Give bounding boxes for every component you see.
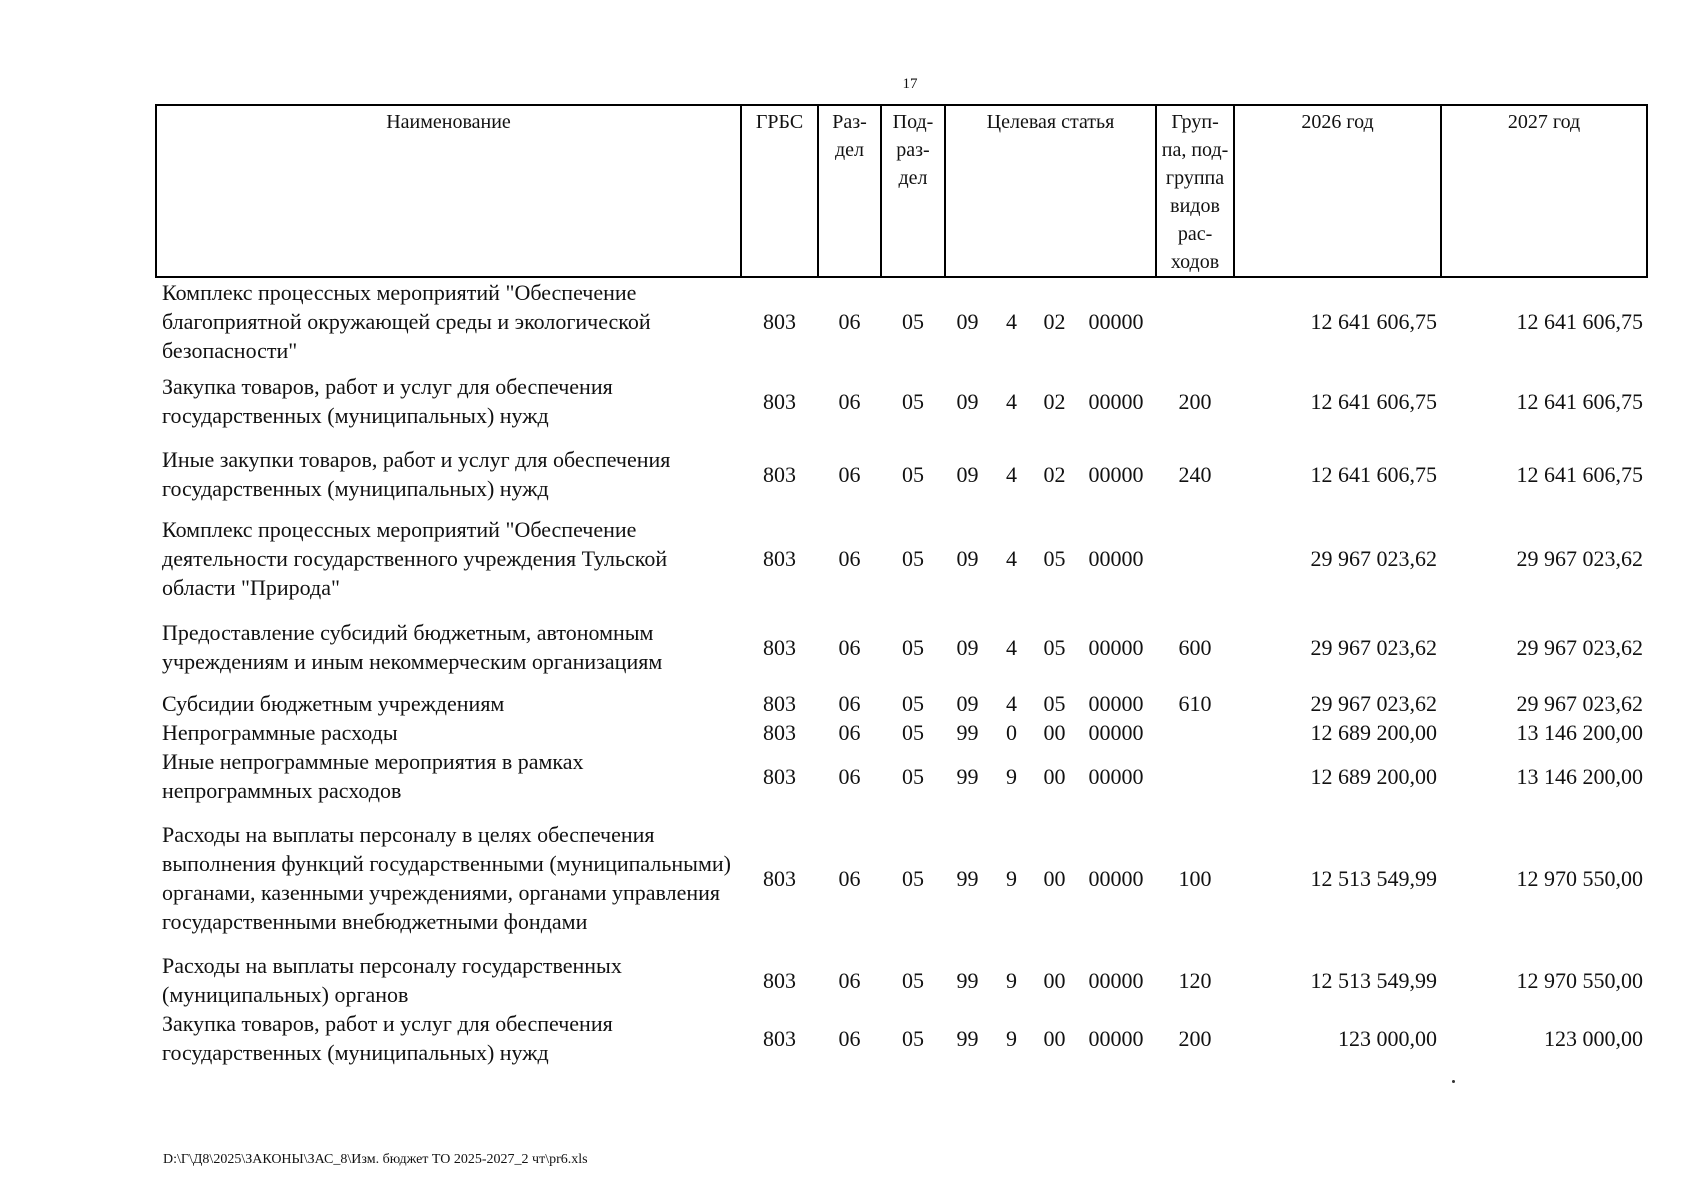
- row-target-type: 0: [1006, 720, 1017, 745]
- row-amount-2027: 12 641 606,75: [1516, 388, 1644, 414]
- row-expense-group: 200: [1178, 1025, 1212, 1051]
- row-target-subprogram: 00: [1043, 865, 1066, 891]
- row-expense-group: [1156, 277, 1234, 365]
- row-amount-2027: 29 967 023,62: [1516, 545, 1644, 571]
- table-row: [156, 951, 1647, 1009]
- row-target-program: 09: [956, 461, 979, 487]
- row-amount-2027: 12 970 550,00: [1516, 865, 1644, 891]
- row-expense-group: [1156, 718, 1234, 747]
- row-expense-group: 200: [1178, 388, 1212, 414]
- row-expense-group: 600: [1178, 634, 1212, 660]
- row-target-type: 4: [1006, 388, 1017, 414]
- row-name: Субсидии бюджетным учреждениям: [162, 691, 505, 716]
- row-name: Закупка товаров, работ и услуг для обеспечения государственных (муниципальных) нужд: [162, 1011, 613, 1065]
- row-amount-2027: 123 000,00: [1544, 1025, 1644, 1051]
- row-amount-2027: 29 967 023,62: [1516, 691, 1644, 716]
- row-name: Расходы на выплаты персоналу в целях обеспечения выполнения функций государственными (муниципальными) органами, казенными учреждениями, органами управления государственными внебюджетными фондами: [162, 822, 731, 934]
- row-name: Иные закупки товаров, работ и услуг для обеспечения государственных (муниципальных) нужд: [162, 447, 671, 501]
- table-row: [156, 747, 1647, 805]
- row-target-direction: 00000: [1088, 720, 1144, 745]
- row-target-subprogram: 05: [1043, 634, 1066, 660]
- row-target-type: 4: [1006, 634, 1017, 660]
- row-name: Комплекс процессных мероприятий "Обеспечение благоприятной окружающей среды и экологической безопасности": [162, 280, 651, 363]
- row-amount-2026: 12 641 606,75: [1310, 461, 1438, 487]
- table-row: [156, 718, 1647, 747]
- row-razdel: 06: [838, 461, 861, 487]
- row-name: Непрограммные расходы: [162, 720, 398, 745]
- row-target-subprogram: 02: [1043, 309, 1066, 334]
- row-target-type: 9: [1006, 967, 1017, 993]
- row-amount-2026: 29 967 023,62: [1310, 545, 1438, 571]
- row-target-subprogram: 05: [1043, 691, 1066, 716]
- row-target-subprogram: 00: [1043, 763, 1066, 789]
- row-target-subprogram: 00: [1043, 720, 1066, 745]
- row-grbs: 803: [763, 967, 796, 993]
- column-header-expense-group: Груп- па, под- группа видов рас- ходов: [1156, 105, 1234, 277]
- row-target-program: 99: [956, 967, 979, 993]
- row-razdel: 06: [838, 634, 861, 660]
- row-amount-2026: 12 641 606,75: [1310, 388, 1438, 414]
- row-target-direction: 00000: [1088, 1025, 1144, 1051]
- row-grbs: 803: [763, 634, 796, 660]
- row-expense-group: 120: [1178, 967, 1212, 993]
- row-name: Закупка товаров, работ и услуг для обеспечения государственных (муниципальных) нужд: [162, 374, 613, 428]
- row-target-subprogram: 00: [1043, 1025, 1066, 1051]
- row-grbs: 803: [763, 309, 796, 334]
- row-target-program: 09: [956, 309, 979, 334]
- row-razdel: 06: [838, 1025, 861, 1051]
- row-target-direction: 00000: [1088, 545, 1144, 571]
- table-row: [156, 277, 1647, 365]
- row-target-direction: 00000: [1088, 691, 1144, 716]
- row-target-program: 99: [956, 720, 979, 745]
- row-grbs: 803: [763, 461, 796, 487]
- table-row: [156, 805, 1647, 951]
- row-amount-2026: 12 513 549,99: [1310, 865, 1438, 891]
- row-target-subprogram: 02: [1043, 388, 1066, 414]
- row-target-program: 09: [956, 388, 979, 414]
- row-target-type: 9: [1006, 1025, 1017, 1051]
- row-amount-2026: 29 967 023,62: [1310, 634, 1438, 660]
- row-target-type: 9: [1006, 763, 1017, 789]
- row-target-type: 4: [1006, 545, 1017, 571]
- column-header-razdel: Раз- дел: [818, 105, 881, 277]
- row-expense-group: 100: [1178, 865, 1212, 891]
- row-grbs: 803: [763, 1025, 796, 1051]
- row-target-direction: 00000: [1088, 388, 1144, 414]
- column-header-target-article: Целевая статья: [945, 105, 1156, 277]
- row-expense-group: 240: [1178, 461, 1212, 487]
- row-razdel: 06: [838, 309, 861, 334]
- row-grbs: 803: [763, 388, 796, 414]
- row-expense-group: [1156, 747, 1234, 805]
- row-target-type: 4: [1006, 691, 1017, 716]
- row-razdel: 06: [838, 388, 861, 414]
- row-podrazdel: 05: [902, 691, 924, 716]
- table-row: [156, 511, 1647, 605]
- footer-file-path: D:\Г\Д8\2025\ЗАКОНЫ\ЗАС_8\Изм. бюджет ТО 2025-2027_2 чт\pr6.xls: [163, 1152, 588, 1167]
- table-row: [156, 365, 1647, 437]
- row-razdel: 06: [838, 545, 861, 571]
- row-target-direction: 00000: [1088, 309, 1144, 334]
- row-razdel: 06: [838, 691, 861, 716]
- row-razdel: 06: [838, 865, 861, 891]
- row-target-direction: 00000: [1088, 763, 1144, 789]
- budget-table: [155, 104, 1648, 1067]
- column-header-name: Наименование: [156, 105, 741, 277]
- row-expense-group: 610: [1178, 691, 1212, 716]
- row-target-subprogram: 05: [1043, 545, 1066, 571]
- page-number: 17: [902, 76, 918, 92]
- row-amount-2027: 13 146 200,00: [1516, 720, 1644, 745]
- row-amount-2026: 12 689 200,00: [1310, 720, 1438, 745]
- row-podrazdel: 05: [902, 967, 924, 993]
- row-podrazdel: 05: [902, 309, 924, 334]
- row-amount-2027: 12 970 550,00: [1516, 967, 1644, 993]
- column-header-2026: 2026 год: [1234, 105, 1441, 277]
- row-name: Комплекс процессных мероприятий "Обеспечение деятельности государственного учреждения Тульской области "Природа": [162, 516, 668, 600]
- row-target-program: 99: [956, 1025, 979, 1051]
- row-podrazdel: 05: [902, 865, 924, 891]
- row-target-program: 99: [956, 763, 979, 789]
- row-target-direction: 00000: [1088, 461, 1144, 487]
- row-name: Расходы на выплаты персоналу государственных (муниципальных) органов: [162, 953, 622, 1007]
- column-header-2027: 2027 год: [1441, 105, 1647, 277]
- row-amount-2026: 29 967 023,62: [1310, 691, 1438, 716]
- row-target-type: 9: [1006, 865, 1017, 891]
- row-razdel: 06: [838, 967, 861, 993]
- table-row: [156, 437, 1647, 511]
- column-header-grbs: ГРБС: [741, 105, 818, 277]
- row-grbs: 803: [763, 720, 796, 745]
- row-podrazdel: 05: [902, 720, 924, 745]
- row-razdel: 06: [838, 720, 861, 745]
- row-target-direction: 00000: [1088, 865, 1144, 891]
- table-row: [156, 605, 1647, 689]
- row-amount-2027: 29 967 023,62: [1516, 634, 1644, 660]
- row-target-program: 09: [956, 634, 979, 660]
- row-amount-2026: 12 641 606,75: [1310, 309, 1438, 334]
- row-grbs: 803: [763, 545, 796, 571]
- row-expense-group: [1156, 511, 1234, 605]
- row-podrazdel: 05: [902, 763, 924, 789]
- row-target-subprogram: 02: [1043, 461, 1066, 487]
- row-amount-2026: 12 689 200,00: [1310, 763, 1438, 789]
- table-row: [156, 689, 1647, 718]
- row-podrazdel: 05: [902, 461, 924, 487]
- row-target-program: 99: [956, 865, 979, 891]
- row-amount-2027: 13 146 200,00: [1516, 763, 1644, 789]
- row-target-direction: 00000: [1088, 967, 1144, 993]
- row-amount-2027: 12 641 606,75: [1516, 461, 1644, 487]
- row-amount-2026: 12 513 549,99: [1310, 967, 1438, 993]
- row-target-type: 4: [1006, 461, 1017, 487]
- row-grbs: 803: [763, 763, 796, 789]
- row-name: Предоставление субсидий бюджетным, автономным учреждениям и иным некоммерческим организациям: [162, 620, 663, 674]
- row-amount-2026: 123 000,00: [1338, 1025, 1438, 1051]
- row-podrazdel: 05: [902, 1025, 924, 1051]
- row-podrazdel: 05: [902, 388, 924, 414]
- row-target-program: 09: [956, 545, 979, 571]
- row-grbs: 803: [763, 865, 796, 891]
- row-podrazdel: 05: [902, 545, 924, 571]
- stray-mark: [1452, 1080, 1455, 1083]
- row-razdel: 06: [838, 763, 861, 789]
- row-podrazdel: 05: [902, 634, 924, 660]
- table-header-row: [156, 105, 1647, 277]
- row-grbs: 803: [763, 691, 796, 716]
- row-target-type: 4: [1006, 309, 1017, 334]
- column-header-podrazdel: Под- раз- дел: [881, 105, 945, 277]
- table-row: [156, 1009, 1647, 1067]
- row-target-program: 09: [956, 691, 979, 716]
- row-target-direction: 00000: [1088, 634, 1144, 660]
- row-name: Иные непрограммные мероприятия в рамках непрограммных расходов: [162, 749, 584, 803]
- row-target-subprogram: 00: [1043, 967, 1066, 993]
- row-amount-2027: 12 641 606,75: [1516, 309, 1644, 334]
